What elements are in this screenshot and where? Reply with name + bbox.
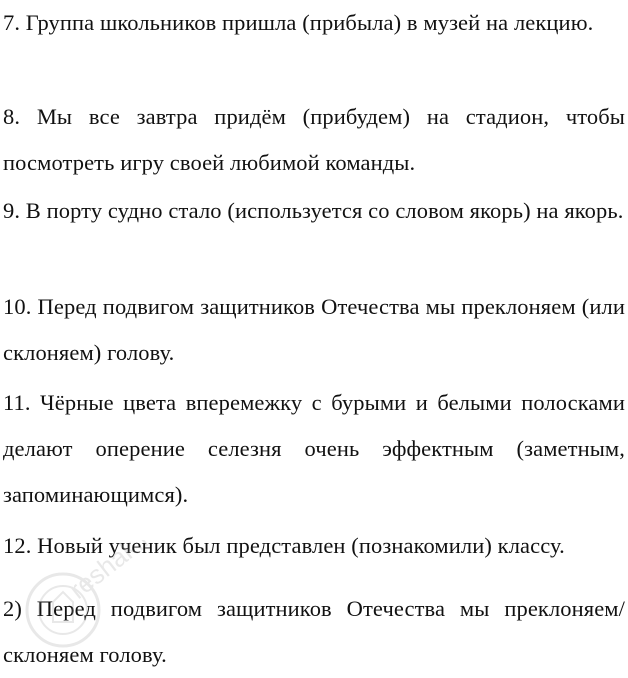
answer-paragraph: 2) Перед подвигом защитников Отечества мы преклоняем/склоняем голову. [3,596,625,667]
paragraph-11: 11. Чёрные цвета вперемежку с бурыми и белыми полосками делают оперение селезня очень эффектным (заметным, запоминающимся). [3,390,625,507]
paragraph-12: 12. Новый ученик был представлен (познакомили) классу. [3,533,565,558]
watermark-text: reshak.ru [63,540,168,605]
paragraph-8: 8. Мы все завтра придём (прибудем) на стадион, чтобы посмотреть игру своей любимой команды. [3,104,625,175]
paragraph-9: 9. В порту судно стало (используется со словом якорь) на якорь. [3,198,624,223]
paragraph-10: 10. Перед подвигом защитников Отечества мы преклоняем (или склоняем) голову. [3,294,625,365]
paragraph-7: 7. Группа школьников пришла (прибыла) в музей на лекцию. [3,10,594,35]
